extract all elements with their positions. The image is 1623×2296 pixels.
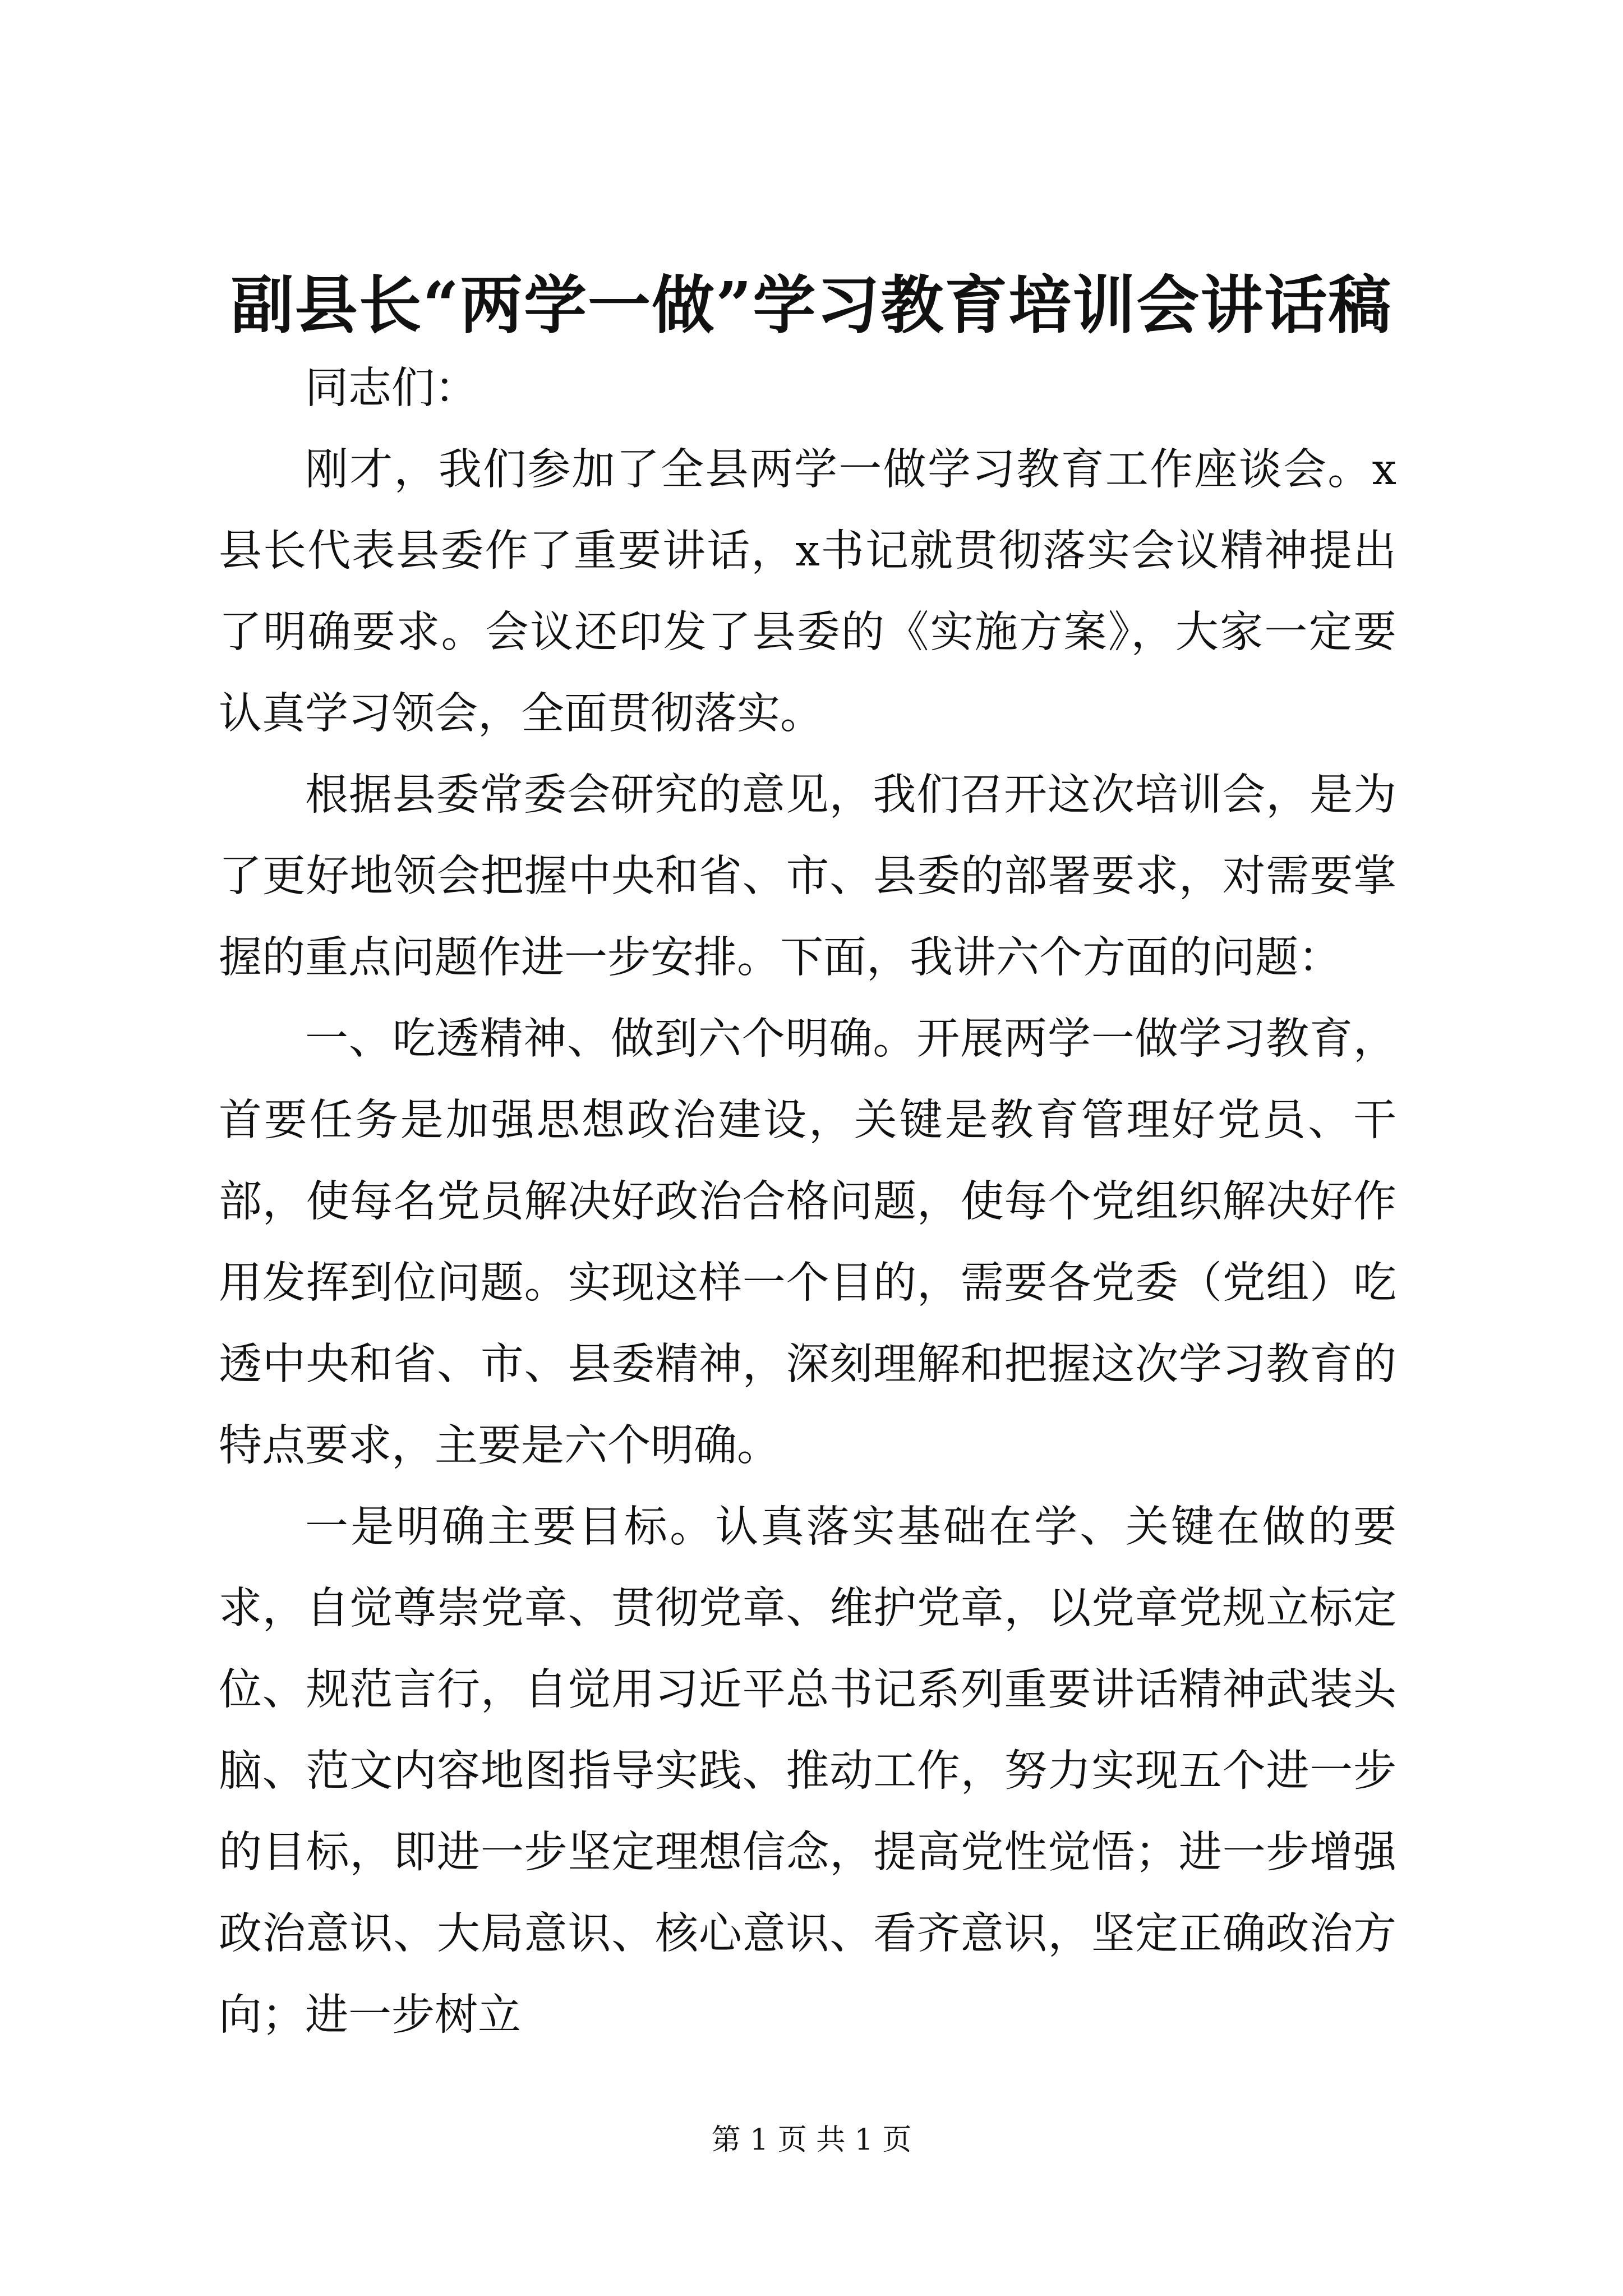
- paragraph-2: 根据县委常委会研究的意见，我们召开这次培训会，是为了更好地领会把握中央和省、市、县委的部署要求，对需要掌握的重点问题作进一步安排。下面，我讲六个方面的问题：: [219, 770, 1396, 983]
- paragraph-1: 刚才，我们参加了全县两学一做学习教育工作座谈会。x县长代表县委作了重要讲话，x书记就贯彻落实会议精神提出了明确要求。会议还印发了县委的《实施方案》，大家一定要认真学习领会，全面贯彻落实。: [219, 445, 1396, 739]
- paragraph-3: 一、吃透精神、做到六个明确。开展两学一做学习教育，首要任务是加强思想政治建设，关键是教育管理好党员、干部，使每名党员解决好政治合格问题，使每个党组织解决好作用发挥到位问题。实现这样一个目的，需要各党委（党组）吃透中央和省、市、县委精神，深刻理解和把握这次学习教育的特点要求，主要是六个明确。: [219, 1014, 1396, 1471]
- document-title: 副县长“两学一做”学习教育培训会讲话稿: [230, 269, 1393, 342]
- page-number-footer: 第 1 页 共 1 页: [711, 2123, 912, 2157]
- paragraph-4: 一是明确主要目标。认真落实基础在学、关键在做的要求，自觉尊崇党章、贯彻党章、维护党章，以党章党规立标定位、规范言行，自觉用习近平总书记系列重要讲话精神武装头脑、范文内容地图指导实践、推动工作，努力实现五个进一步的目标，即进一步坚定理想信念，提高党性觉悟；进一步增强政治意识、大局意识、核心意识、看齐意识，坚定正确政治方向；进一步树立: [219, 1502, 1396, 2040]
- paragraph-salutation: 同志们：: [305, 364, 478, 413]
- document-body: [219, 348, 1396, 2056]
